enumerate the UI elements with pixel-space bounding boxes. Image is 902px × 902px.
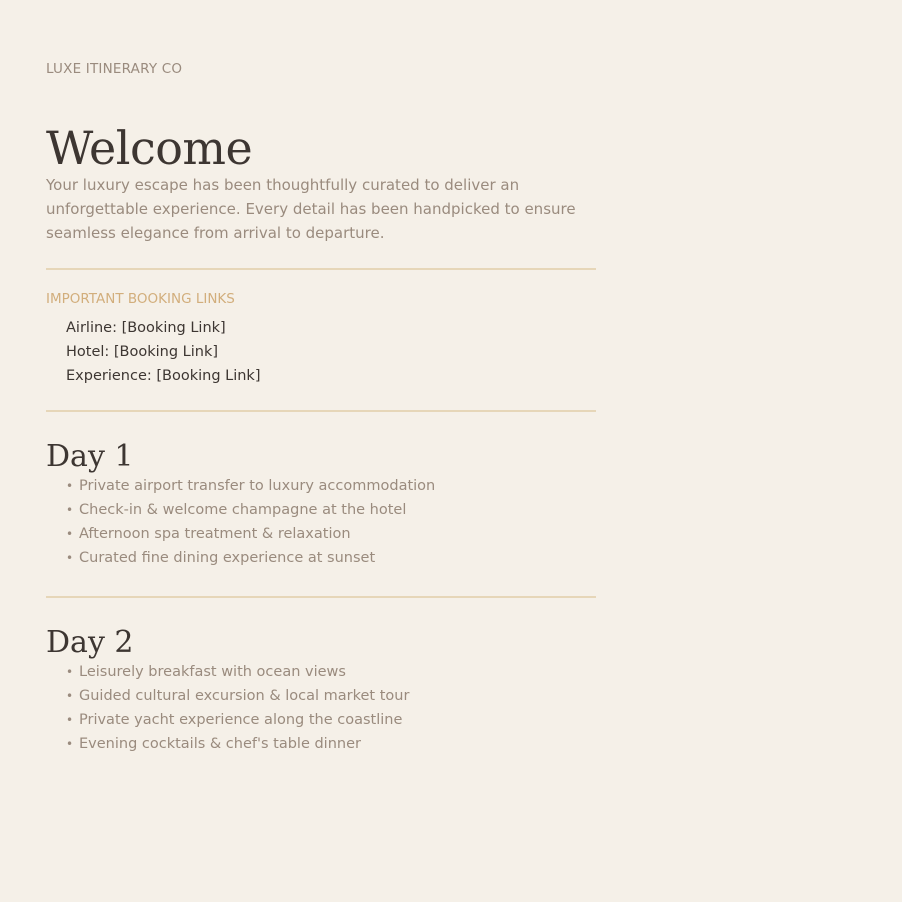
divider <box>46 268 596 270</box>
list-item <box>66 522 435 546</box>
list-item <box>66 660 409 684</box>
bullet-icon: • <box>66 689 74 703</box>
welcome-title: Welcome <box>46 121 253 175</box>
list-item <box>66 498 435 522</box>
booking-link-hotel[interactable]: Hotel: [Booking Link] <box>66 344 219 360</box>
day-1-activities <box>66 474 435 570</box>
divider <box>46 410 596 412</box>
list-item <box>66 708 409 732</box>
list-item <box>66 732 409 756</box>
booking-links-list <box>66 316 260 388</box>
booking-link-airline[interactable]: Airline: [Booking Link] <box>66 320 226 336</box>
bullet-icon: • <box>66 479 74 493</box>
bullet-icon: • <box>66 665 74 679</box>
bullet-icon: • <box>66 551 74 565</box>
activity-text: Guided cultural excursion & local market tour <box>79 688 410 704</box>
activity-text: Private airport transfer to luxury accommodation <box>79 478 436 494</box>
booking-links-heading: IMPORTANT BOOKING LINKS <box>46 291 235 307</box>
day-2-title: Day 2 <box>46 625 134 660</box>
activity-text: Private yacht experience along the coastline <box>79 712 403 728</box>
bullet-icon: • <box>66 737 74 751</box>
bullet-icon: • <box>66 713 74 727</box>
day-2-activities <box>66 660 409 756</box>
welcome-intro: Your luxury escape has been thoughtfully curated to deliver an unforgettable experience. Every detail has been handpicked to ensure seamless elegance from arrival to departure. <box>46 176 576 242</box>
activity-text: Evening cocktails & chef's table dinner <box>79 736 361 752</box>
activity-text: Curated fine dining experience at sunset <box>79 550 376 566</box>
list-item <box>66 474 435 498</box>
bullet-icon: • <box>66 527 74 541</box>
activity-text: Leisurely breakfast with ocean views <box>79 664 346 680</box>
activity-text: Check-in & welcome champagne at the hotel <box>79 502 407 518</box>
divider <box>46 596 596 598</box>
list-item <box>66 546 435 570</box>
brand-name: LUXE ITINERARY CO <box>46 61 183 77</box>
day-1-title: Day 1 <box>46 439 134 474</box>
activity-text: Afternoon spa treatment & relaxation <box>79 526 351 542</box>
bullet-icon: • <box>66 503 74 517</box>
list-item <box>66 684 409 708</box>
booking-link-experience[interactable]: Experience: [Booking Link] <box>66 368 261 384</box>
